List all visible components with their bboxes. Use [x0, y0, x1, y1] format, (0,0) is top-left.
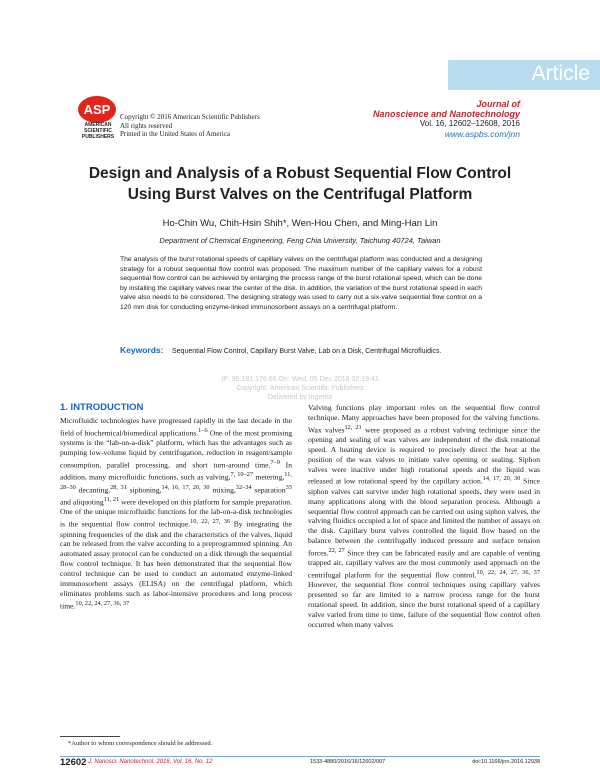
body-text: separation — [251, 485, 286, 495]
article-type-label: Article — [531, 62, 590, 85]
paper-title — [60, 163, 540, 205]
keywords: Sequential Flow Control, Capillary Burst Valve, Lab on a Disk, Centrifugal Microfluidics. — [172, 348, 442, 355]
body-text: Microfluidic technologies have progressed rapidly in the last decade in the field of biochemical/biomedical applications. — [60, 416, 292, 438]
keywords-label: Keywords: — [120, 345, 164, 355]
download-watermark — [200, 375, 400, 402]
footer-issn: 1533-4880/2016/16/12602/007 — [310, 759, 386, 765]
footer-rule — [60, 756, 540, 757]
body-text: However, the sequential flow control techniques using capillary valves presented so far are limited to a narrow process range for the burst rotational speed. In addition, since the burst rotational speed of a capillary valve varied from time to time, failure of the sequential flow control often occurred when many valves — [308, 580, 540, 629]
title-line: Using Burst Valves on the Centrifugal Platform — [127, 186, 473, 203]
citation: 12, 21 — [344, 423, 362, 431]
citation: 10, 22, 27, 36 — [190, 518, 231, 526]
body-text: In addition, many microfluidic functions, such as valving, — [60, 460, 293, 482]
body-text: Since they can be fabricated easily and are capable of venting trapped air, capillary valves are the most commonly used approach on the centrifugal platform for the sequential flow control. — [308, 548, 540, 580]
footer-doi: doi:10.1166/jnn.2016.12938 — [472, 759, 540, 765]
body-text: decanting, — [75, 485, 111, 495]
correspondence-footnote: *Author to whom correspondence should be addressed. — [68, 740, 213, 747]
abstract: The analysis of the burst rotational speeds of capillary valves on the centrifugal platform was conducted and a designing strategy for a robust sequential flow control was proposed. The maximum number of the capillary valves for a robust sequential flow control can be achieved by enlarging the process range of the burst rotational speed, which can be done by installing the capillary valves near the center of the disk. In addition, the variation of the burst rotational speed in each valve also needs to be considered. The designing strategy was used to carry out a six-valve sequential flow control on a 120 mm disk for conducting enzyme-linked immunosorbent assays on a centrifugal platform. — [120, 256, 482, 311]
body-text: metering, — [253, 472, 285, 482]
publisher-logo: ASP — [78, 96, 116, 123]
authors: Ho-Chin Wu, Chih-Hsin Shih*, Wen-Hou Chen, and Ming-Han Lin — [162, 218, 438, 229]
body-text: Since siphon valves can survive under high rotational speeds, they were used in many applications along with the blood separation process. Although a sequential flow control approach can be carried out using siphon valves, the valving fluidics occupied a lot of space and limited the number of assays on the disk. Capillary burst valves controlled the liquid flow based on the balance between the centrifugally induced pressure and surface tension forces. — [308, 476, 540, 558]
journal-url[interactable]: www.aspbs.com/jnn — [444, 129, 520, 139]
publisher-logo-caption: AMERICAN SCIENTIFIC PUBLISHERS — [81, 122, 115, 140]
watermark-line: Delivered by Ingenta — [267, 394, 333, 401]
copyright-block — [120, 113, 260, 139]
citation: 7, 10–27 — [230, 471, 254, 479]
citation: 35 — [285, 483, 292, 491]
watermark-line: IP: 95.181.176.66 On: Wed, 05 Dec 2018 02:19:41 — [221, 376, 379, 383]
citation: 22, 27 — [328, 546, 345, 554]
body-text: mixing, — [209, 485, 236, 495]
citation: 32–34 — [235, 483, 252, 491]
footnote-rule — [60, 736, 120, 737]
citation: 1–6 — [198, 426, 208, 434]
citation: 10, 22, 24, 27, 36, 37 — [476, 569, 540, 577]
citation: 14, 17, 20, 30 — [482, 475, 521, 483]
citation: 14, 16, 17, 20, 30 — [161, 483, 210, 491]
footer-journal-ref: J. Nanosci. Nanotechnol. 2016, Vol. 16, No. 12 — [88, 759, 213, 765]
page-number: 12602 — [60, 757, 87, 768]
citation: 11, 21 — [103, 496, 120, 504]
body-text: One of the most promising systems is the “lab-on-a-disk” platform, which has the advantages such as pumping low-volume liquid by centrifugation, reduction in reagent/sample consumption, parallel processing, and short turn-around time. — [60, 428, 292, 470]
watermark-line: Copyright: American Scientific Publishers — [236, 385, 364, 392]
section-heading: 1. INTRODUCTION — [60, 402, 144, 413]
body-text: were proposed as a robust valving technique since the opening and sealing of wax valves are independent of the disk rotational speed. A heating device is required to precisely direct the heat at the position of the wax valves to initiate valve opening or sealing. Siphon valves were inactive under high rotational speeds and the liquid was released at low rotational speed by the capillary action. — [308, 425, 540, 486]
citation: 10, 22, 24, 27, 36, 37 — [75, 599, 130, 607]
body-column-right — [308, 403, 540, 630]
journal-name-line2: Nanoscience and Nanotechnology — [372, 109, 520, 119]
citation: 11, 28–30 — [60, 471, 292, 491]
journal-volume: Vol. 16, 12602–12608, 2016 — [419, 119, 520, 128]
citation: 28, 31 — [110, 483, 127, 491]
body-text: siphoning, — [126, 485, 162, 495]
citation: 7–9 — [270, 458, 280, 466]
copyright-line: Copyright © 2016 American Scientific Publishers — [120, 113, 260, 121]
copyright-line: Printed in the United States of America — [120, 130, 231, 138]
journal-name-line1: Journal of — [476, 99, 520, 109]
body-text: By integrating the spinning frequencies of the disk and the characteristics of the valves, liquid can be released from the valve according to a preprogrammed spinning. An automated assay protocol can be conducted on a disk through the sequential flow control technique. It has been demonstrated that the sequential flow control technique can be used to conduct an automated enzyme-linked immunosorbent assays (ELISA) on the centrifugal platform, which eliminates problems such as labor-intensive procedures and long process time. — [60, 519, 293, 611]
affiliation: Department of Chemical Engineering, Feng Chia University, Taichung 40724, Taiwan — [159, 236, 441, 245]
body-text: were developed on this platform for sample preparation. One of the unique microfluidic functions for the lab-on-a-disk technologies is the sequential flow control technique. — [60, 497, 292, 529]
article-type-tab — [448, 60, 600, 90]
title-line: Design and Analysis of a Robust Sequential Flow Control — [88, 165, 512, 182]
body-column-left — [60, 416, 292, 611]
body-text: Valving functions play important roles on the sequential flow control technique. Many approaches have been proposed for the valving functions. Wax valves — [308, 403, 540, 435]
journal-info — [373, 99, 520, 139]
copyright-line: All rights reserved — [120, 121, 173, 130]
body-text: and aliquoting — [60, 497, 104, 507]
